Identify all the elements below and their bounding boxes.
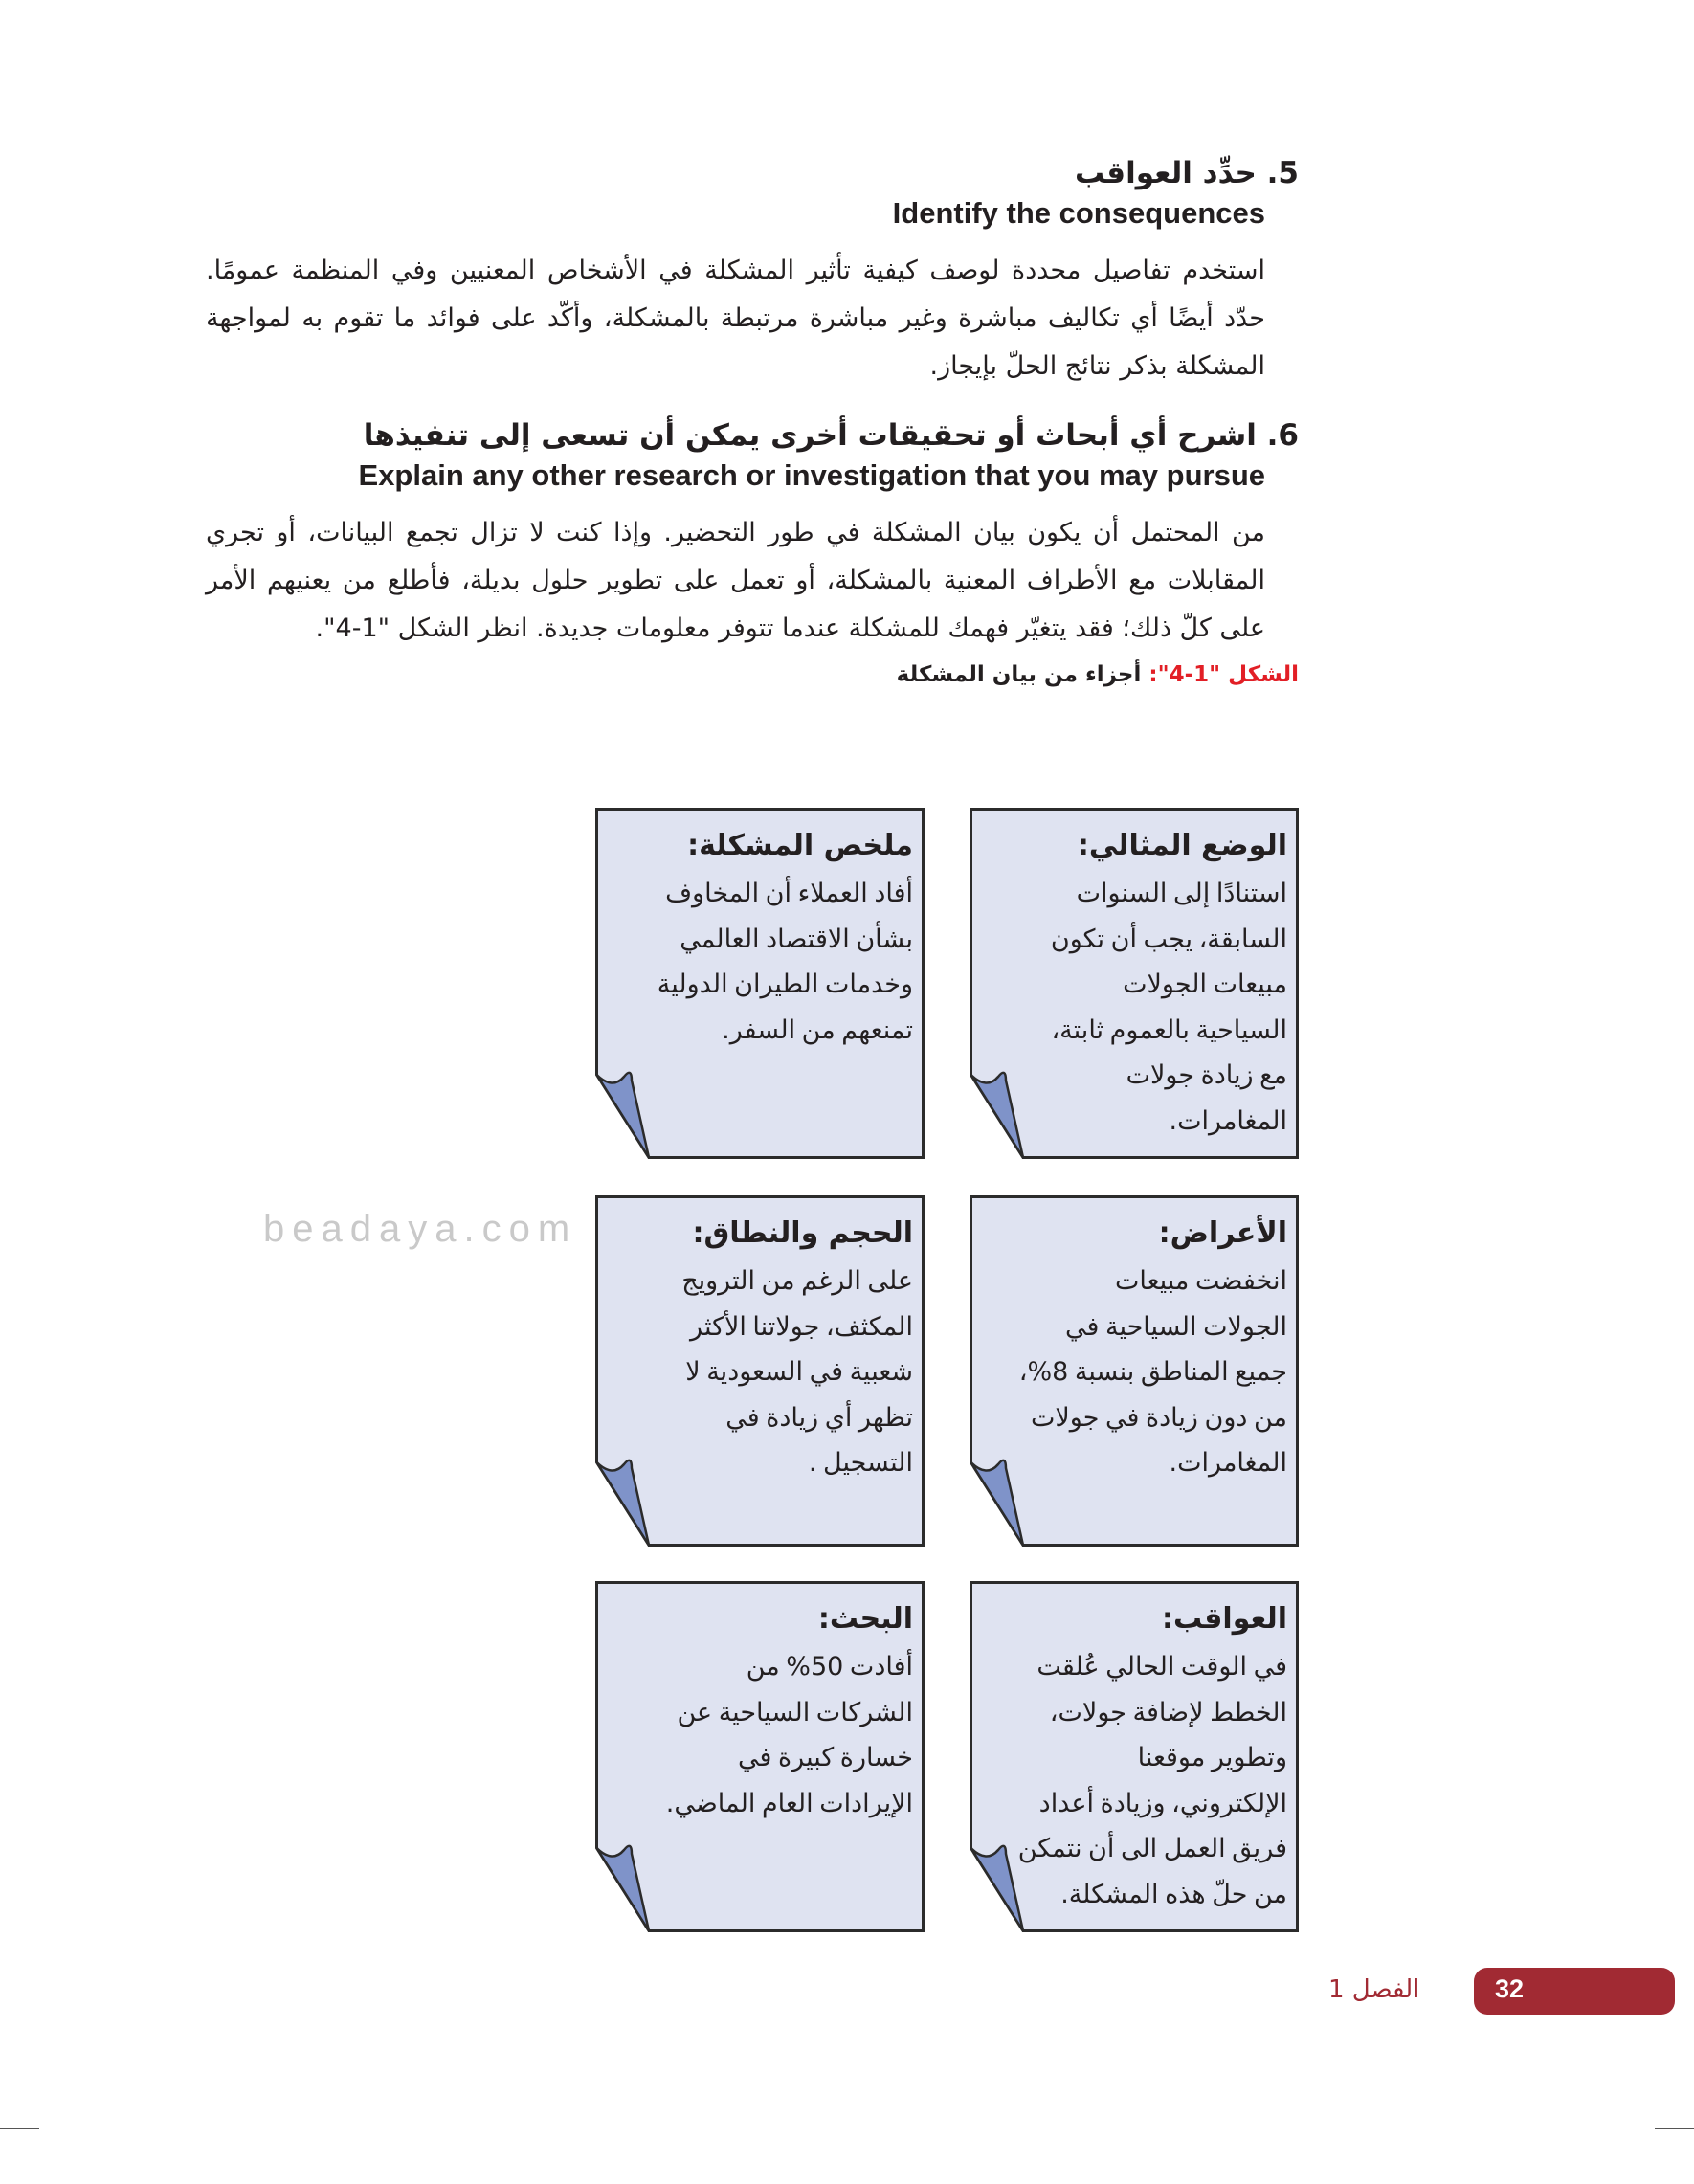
problem-card bbox=[970, 1581, 1299, 1932]
section6-paragraph: من المحتمل أن يكون بيان المشكلة في طور التحضير. وإذا كنت لا تزال تجمع البيانات، أو تجري المقابلات مع الأطراف المعنية بالمشكلة، أو تعمل على تطوير حلول بديلة، فأطلع من يعنيهم الأمر على كلّ ذلك؛ فقد يتغيّر فهمك للمشكلة عندما تتوفر معلومات جديدة. انظر الشكل "1-4". bbox=[206, 518, 1265, 643]
section5-paragraph: استخدم تفاصيل محددة لوصف كيفية تأثير المشكلة في الأشخاص المعنيين وفي المنظمة عمومًا. حدّد أيضًا أي تكاليف مباشرة وغير مباشرة مرتبطة بالمشكلة، وأكّد على فوائد ما تقوم به لمواجهة المشكلة بذكر نتائج الحلّ بإيجاز. bbox=[206, 256, 1265, 381]
card-line: الإلكتروني، وزيادة أعداد bbox=[1038, 1788, 1287, 1818]
card-line: الجولات السياحية في bbox=[1065, 1311, 1287, 1342]
page-number-badge bbox=[1474, 1968, 1675, 2015]
section6-heading: 6. اشرح أي أبحاث أو تحقيقات أخرى يمكن أن تسعى إلى تنفيذها bbox=[363, 418, 1299, 453]
card-title: العواقب: bbox=[1162, 1602, 1287, 1636]
card-line: من حلّ هذه المشكلة. bbox=[1060, 1879, 1287, 1909]
problem-card bbox=[970, 1195, 1299, 1547]
card-line: مع زيادة جولات bbox=[1126, 1060, 1287, 1090]
card-line: انخفضت مبيعات bbox=[1114, 1266, 1287, 1296]
figure-caption-label: الشكل "1-4": bbox=[1148, 662, 1299, 687]
figure-caption-text: أجزاء من بيان المشكلة bbox=[896, 662, 1149, 687]
section6-heading-en: Explain any other research or investigation that you may pursue bbox=[358, 458, 1265, 492]
card-line: التسجيل . bbox=[808, 1448, 913, 1478]
card-line: وتطوير موقعنا bbox=[1137, 1743, 1287, 1772]
card-line: تظهر أي زيادة في bbox=[725, 1402, 913, 1433]
section5-heading-en: Identify the consequences bbox=[892, 196, 1265, 230]
card-line: استنادًا إلى السنوات bbox=[1076, 879, 1287, 908]
card-line: شعبية في السعودية لا bbox=[685, 1357, 913, 1387]
card-title: الوضع المثالي: bbox=[1077, 829, 1287, 862]
card-line: وخدمات الطيران الدولية bbox=[657, 969, 913, 999]
card-line: الخطط لإضافة جولات، bbox=[1049, 1697, 1287, 1727]
card-title: الأعراض: bbox=[1158, 1216, 1287, 1250]
page-number: 32 bbox=[1495, 1974, 1525, 2003]
card-line: تمنعهم من السفر. bbox=[722, 1014, 913, 1045]
card-line: أفاد العملاء أن المخاوف bbox=[665, 879, 913, 908]
card-line: المكثف، جولاتنا الأكثر bbox=[690, 1311, 913, 1342]
card-line: من دون زيادة في جولات bbox=[1030, 1402, 1287, 1433]
text-column bbox=[206, 153, 1299, 689]
card-line: في الوقت الحالي عُلقت bbox=[1036, 1652, 1287, 1682]
problem-card bbox=[595, 808, 925, 1159]
card-line: السابقة، يجب أن تكون bbox=[1050, 924, 1287, 954]
card-line: فريق العمل الى أن نتمكن bbox=[1017, 1834, 1287, 1863]
crop-mark bbox=[0, 2128, 39, 2129]
card-line: جميع المناطق بنسبة 8%، bbox=[1018, 1357, 1287, 1387]
card-line: مبيعات الجولات bbox=[1123, 969, 1287, 999]
card-line: خسارة كبيرة في bbox=[738, 1743, 913, 1772]
card-title: البحث: bbox=[817, 1602, 913, 1636]
card-line: المغامرات. bbox=[1169, 1448, 1287, 1478]
card-line: أفادت 50% من bbox=[746, 1652, 913, 1682]
card-line: على الرغم من الترويج bbox=[681, 1266, 913, 1296]
section5-heading: 5. حدِّد العواقب bbox=[1074, 156, 1299, 190]
card-line: السياحية بالعموم ثابتة، bbox=[1051, 1014, 1287, 1045]
watermark-text: beadaya.com bbox=[263, 1208, 578, 1250]
card-title: الحجم والنطاق: bbox=[692, 1216, 913, 1250]
chapter-label: الفصل 1 bbox=[1328, 1975, 1420, 2004]
card-line: الإيرادات العام الماضي. bbox=[665, 1788, 913, 1818]
problem-card bbox=[595, 1581, 925, 1932]
problem-card bbox=[595, 1195, 925, 1547]
figure-caption bbox=[206, 660, 1299, 689]
card-line: الشركات السياحية عن bbox=[677, 1697, 913, 1727]
card-line: بشأن الاقتصاد العالمي bbox=[680, 924, 913, 954]
crop-mark bbox=[1655, 2128, 1694, 2129]
card-line: المغامرات. bbox=[1169, 1105, 1287, 1136]
card-title: ملخص المشكلة: bbox=[687, 829, 913, 862]
problem-card bbox=[970, 808, 1299, 1159]
